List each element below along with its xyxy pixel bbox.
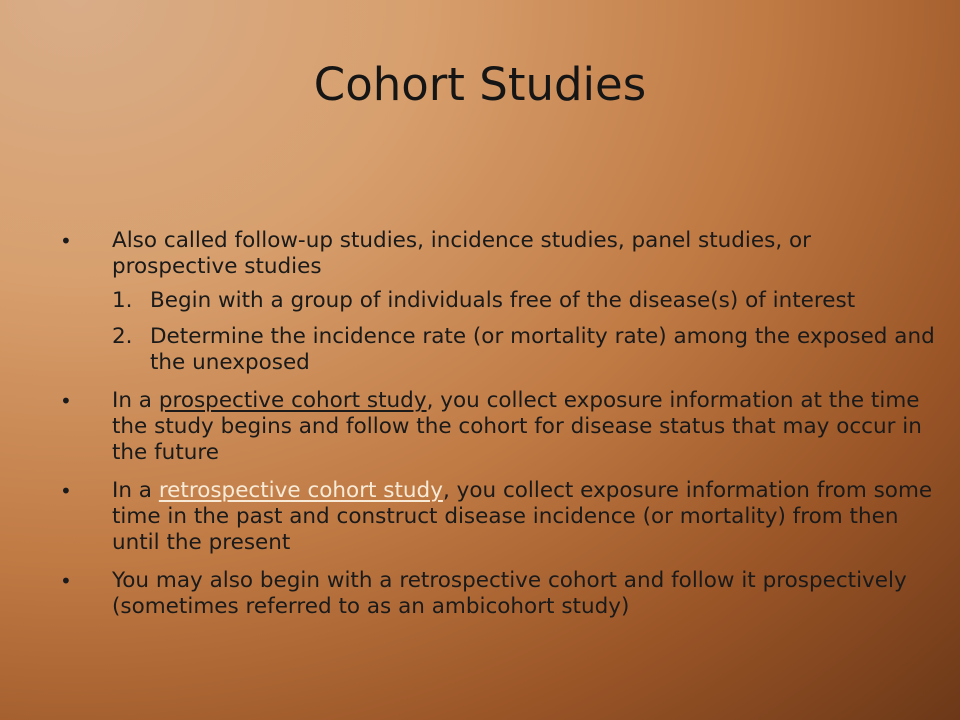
bullet-suffix: , you collect exposure information from some time in the past and construct disease incidence (or mortality) from then until the present [112, 478, 933, 555]
bullet-ambicohort [60, 568, 940, 620]
bullet-dot-icon: • [60, 389, 72, 413]
numbered-list [112, 288, 940, 376]
numbered-item-determine [112, 324, 940, 376]
retrospective-cohort-link[interactable]: retrospective cohort study [158, 478, 443, 503]
bullet-prefix: In a [112, 478, 159, 503]
slide-body [60, 228, 940, 632]
item-number: 2. [112, 324, 133, 349]
item-text: Determine the incidence rate (or mortality rate) among the exposed and the unexposed [150, 324, 935, 375]
slide-title: Cohort Studies [313, 58, 647, 111]
bullet-dot-icon: • [60, 569, 72, 593]
bullet-prefix: In a [112, 388, 159, 413]
bullet-retrospective [60, 478, 940, 556]
bullet-suffix: , you collect exposure information at the time the study begins and follow the cohort for disease status that may occur in the future [112, 388, 922, 465]
item-text: Begin with a group of individuals free of the disease(s) of interest [150, 288, 856, 313]
prospective-cohort-link[interactable]: prospective cohort study [158, 388, 427, 413]
bullet-text: Also called follow-up studies, incidence studies, panel studies, or prospective studies [112, 228, 811, 279]
bullet-dot-icon: • [60, 229, 72, 253]
bullet-also-called [60, 228, 940, 376]
bullet-prospective [60, 388, 940, 466]
numbered-item-begin [112, 288, 940, 314]
bullet-dot-icon: • [60, 479, 72, 503]
item-number: 1. [112, 288, 133, 313]
bullet-text: You may also begin with a retrospective cohort and follow it prospectively (sometimes referred to as an ambicohort study) [112, 568, 907, 619]
